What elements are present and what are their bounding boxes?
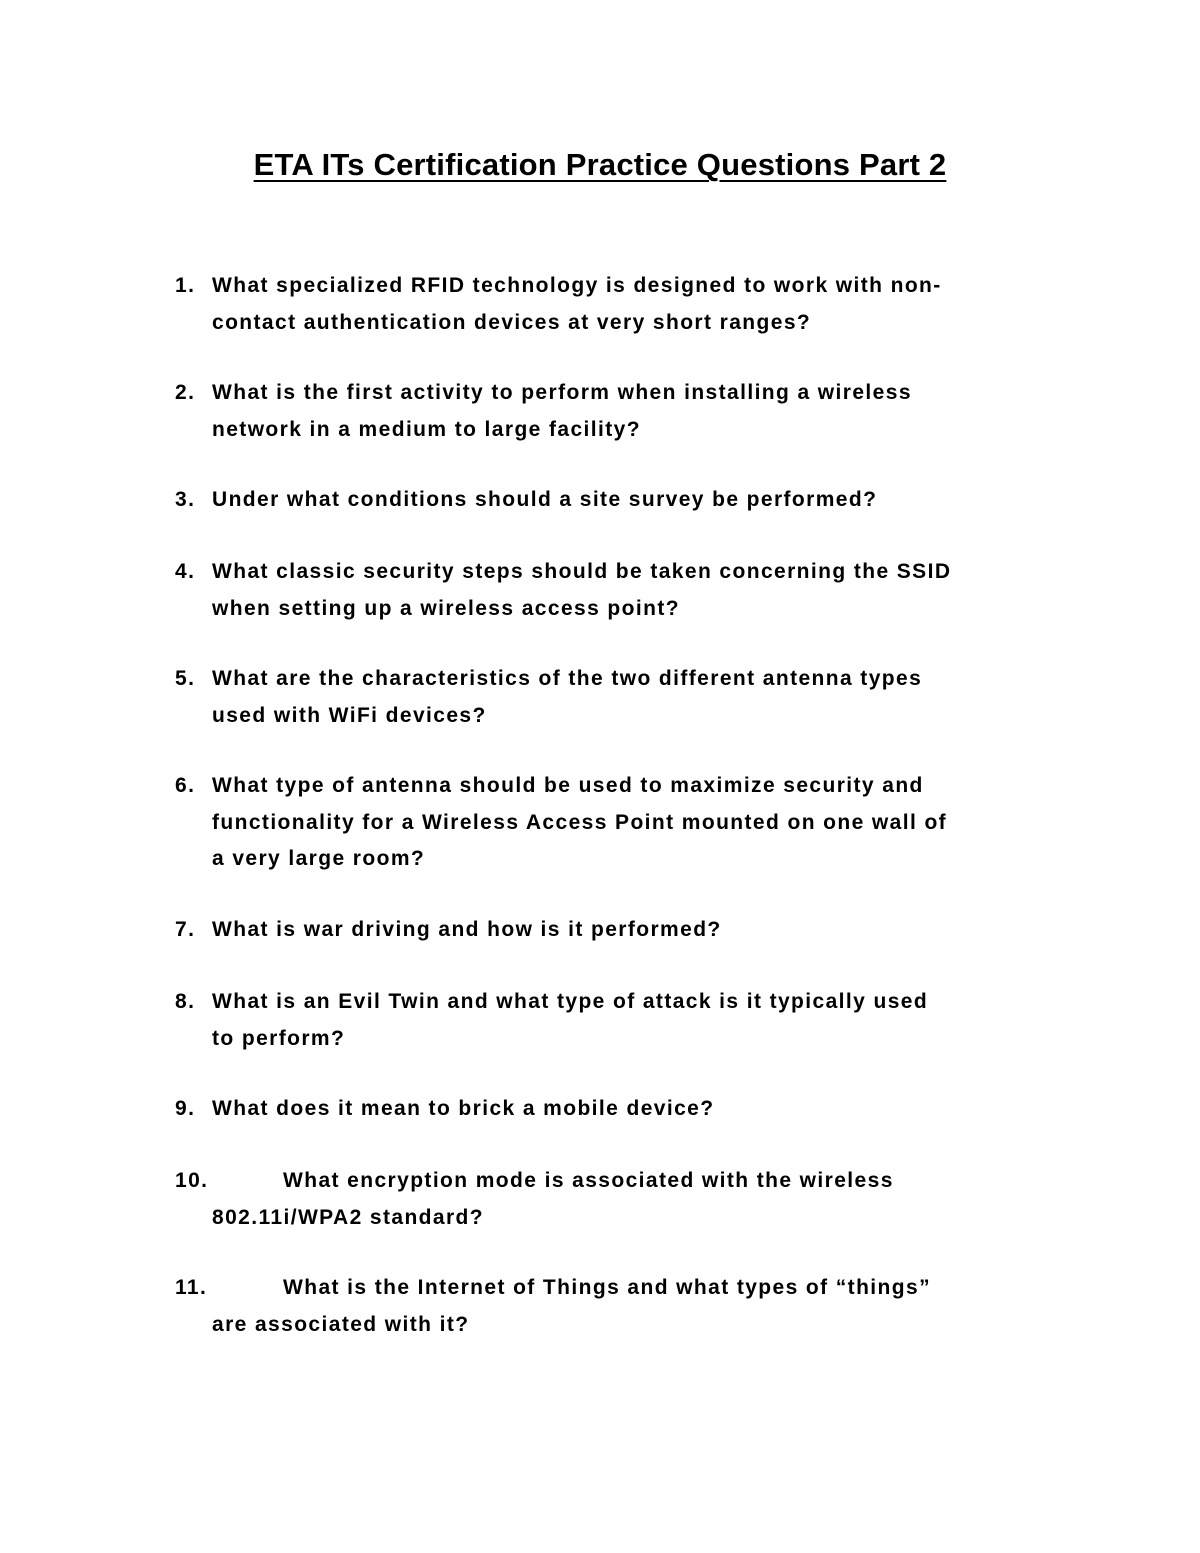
- question-number: 10.: [175, 1169, 209, 1192]
- question-number: 5.: [175, 667, 196, 690]
- question-number: 6.: [175, 774, 196, 797]
- question-number: 4.: [175, 560, 196, 583]
- question-text: What are the characteristics of the two different antenna types used with WiFi devices?: [212, 667, 923, 727]
- question-number: 1.: [175, 274, 196, 297]
- question-number: 11.: [175, 1276, 208, 1299]
- question-text: What type of antenna should be used to maximize security and functionality for a Wireless Access Point mounted on one wall of a very large room?: [212, 774, 948, 870]
- page-title: ETA ITs Certification Practice Questions Part 2: [253, 147, 947, 182]
- question-text: What encryption mode is associated with the wireless 802.11i/WPA2 standard?: [212, 1169, 894, 1229]
- question-text: What is the Internet of Things and what types of “things” are associated with it?: [212, 1276, 931, 1336]
- question-text: What classic security steps should be taken concerning the SSID when setting up a wireless access point?: [212, 560, 952, 620]
- question-text: What is an Evil Twin and what type of attack is it typically used to perform?: [212, 990, 929, 1050]
- question-number: 3.: [175, 488, 196, 511]
- question-text: What does it mean to brick a mobile device?: [212, 1097, 715, 1120]
- question-number: 2.: [175, 381, 196, 404]
- question-text: What is war driving and how is it performed?: [212, 918, 722, 941]
- question-text: Under what conditions should a site survey be performed?: [212, 488, 878, 511]
- question-number: 9.: [175, 1097, 196, 1120]
- question-number: 8.: [175, 990, 196, 1013]
- question-text: What specialized RFID technology is designed to work with non- contact authentication devices at very short ranges?: [212, 274, 942, 334]
- question-text: What is the first activity to perform when installing a wireless network in a medium to large facility?: [212, 381, 912, 441]
- question-number: 7.: [175, 918, 196, 941]
